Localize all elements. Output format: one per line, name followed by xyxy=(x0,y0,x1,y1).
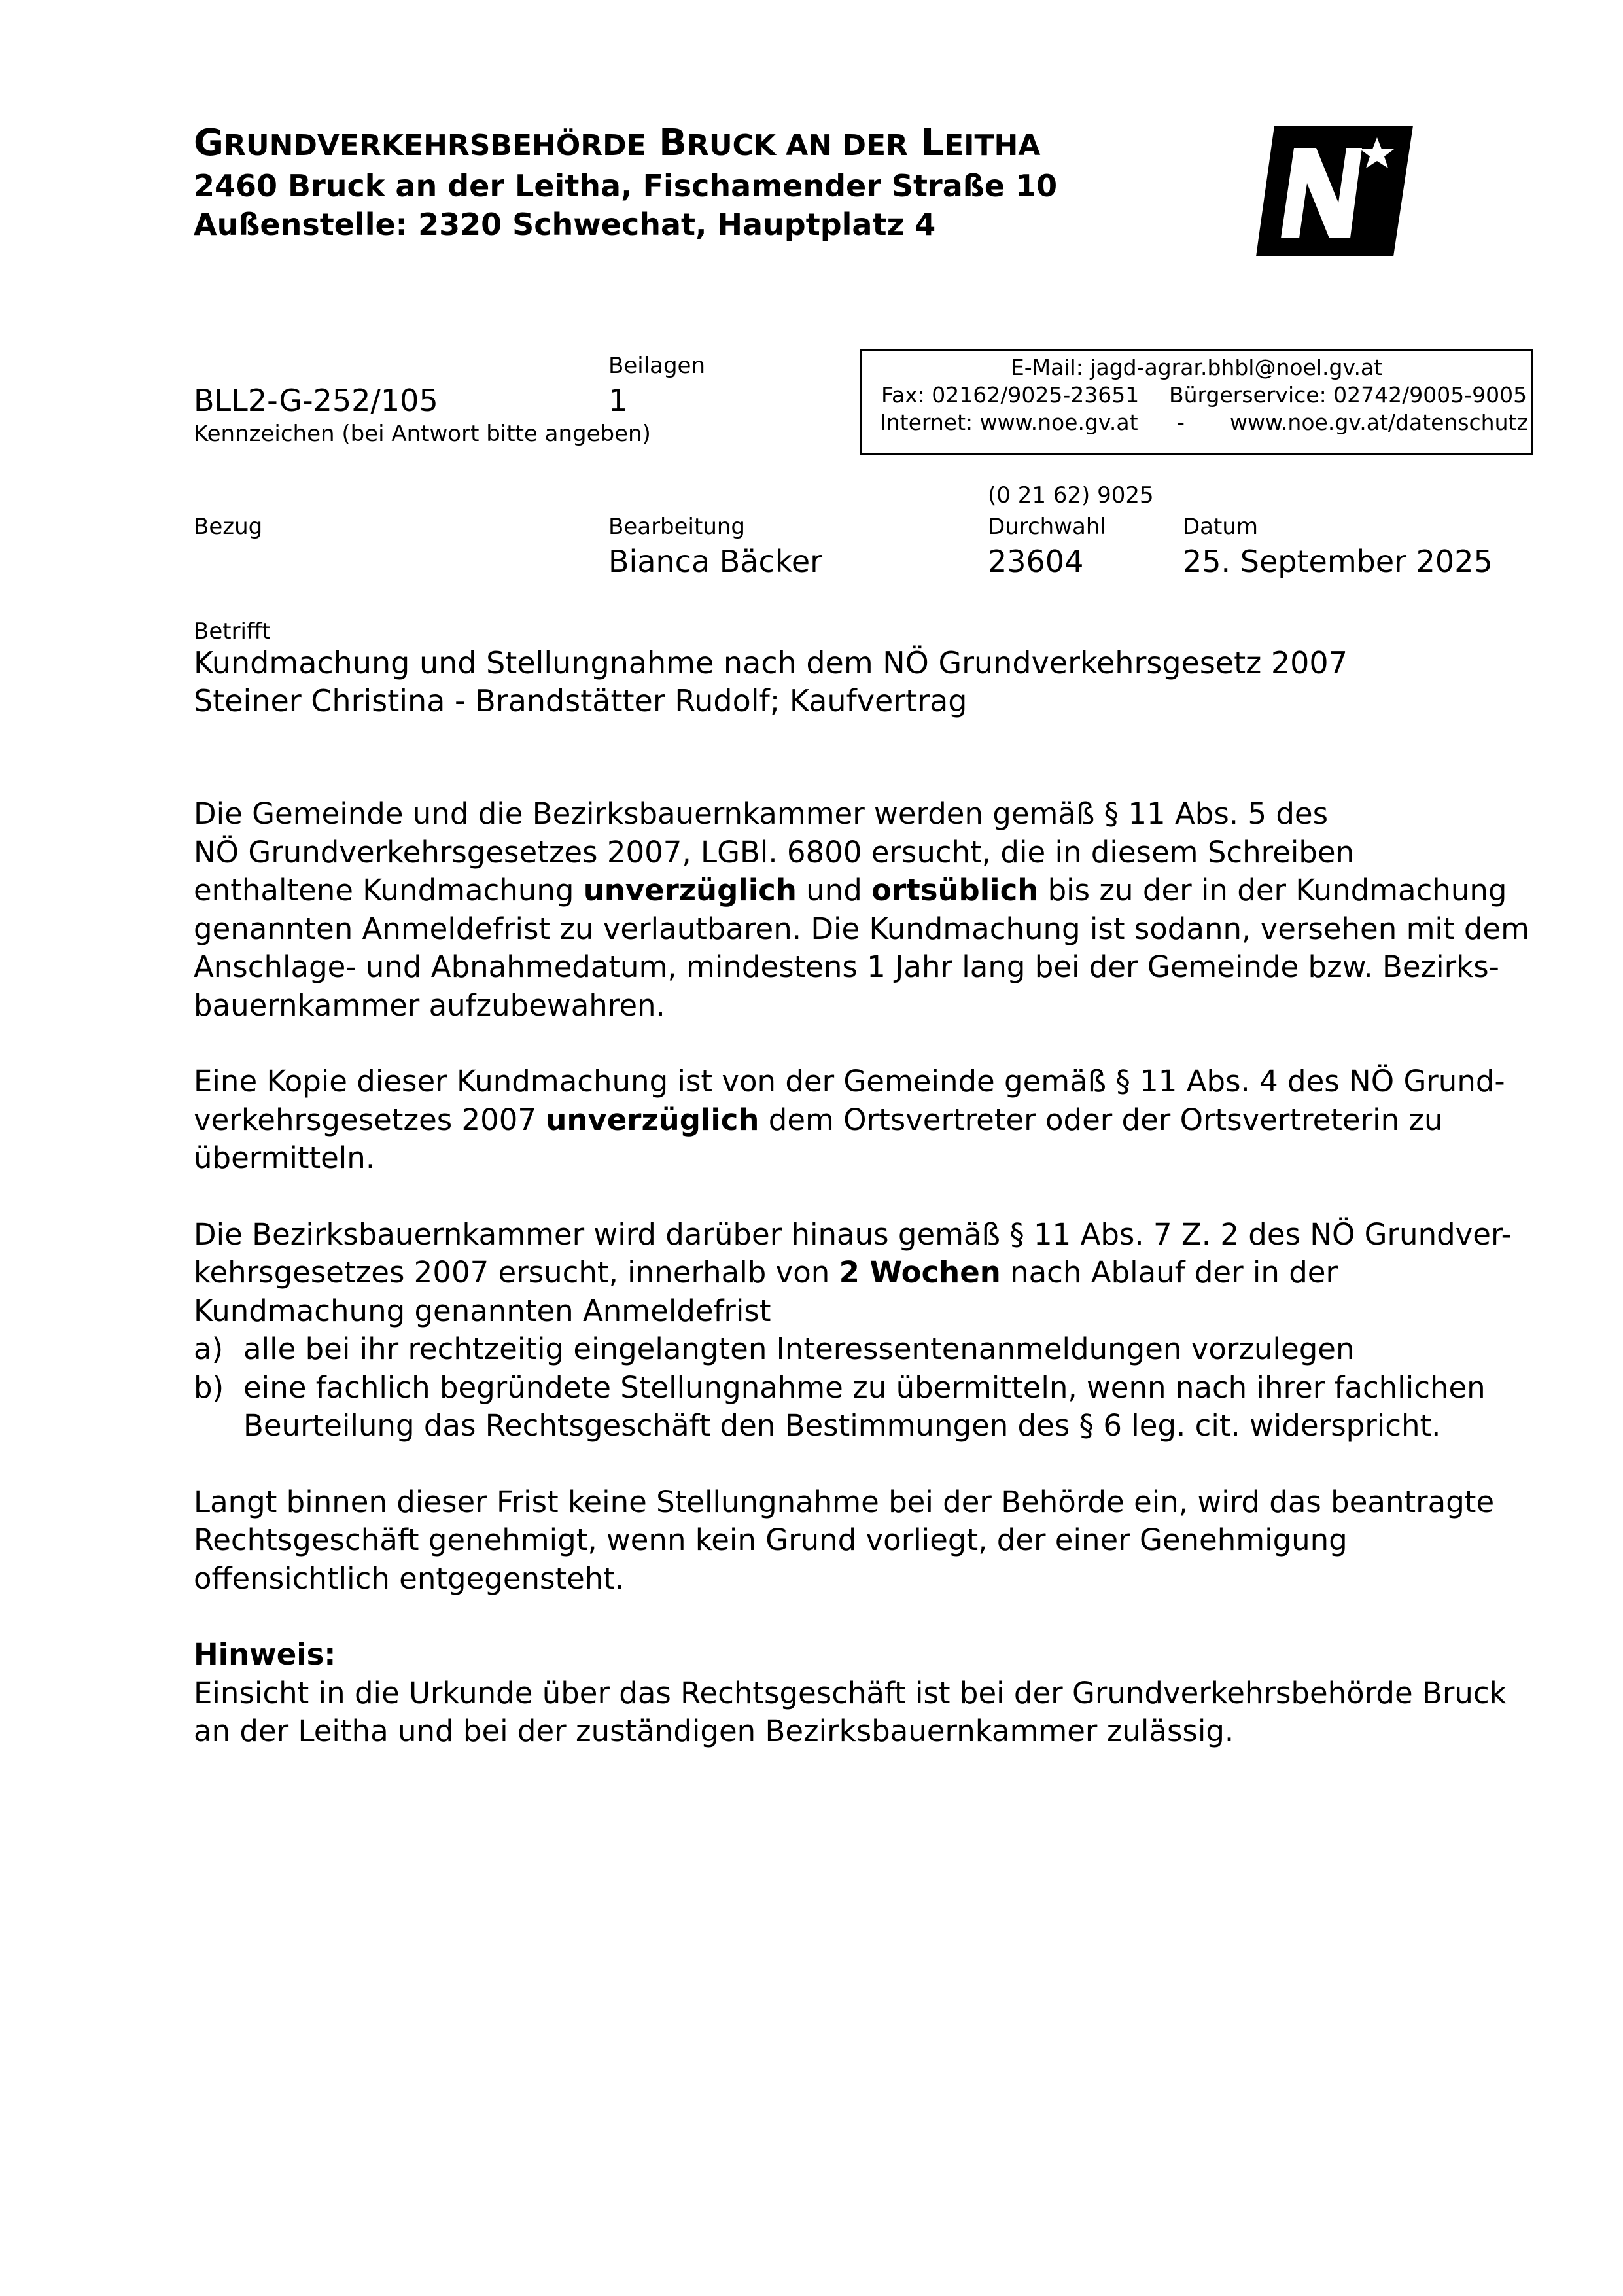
subject xyxy=(194,644,1348,720)
text-line: kehrsgesetzes 2007 ersucht, innerhalb von 2 Wochen nach Ablauf der in der xyxy=(194,1255,1338,1290)
request-list xyxy=(194,1330,1541,1445)
letter-body xyxy=(194,795,1541,1789)
text-line: bauernkammer aufzubewahren. xyxy=(194,987,665,1023)
list-item: b) eine fachlich begründete Stellungnahme zu übermitteln, wenn nach ihrer fachlichen Beurteilung das Rechtsgeschäft den Bestimmungen des § 6 leg. cit. widerspricht. xyxy=(194,1369,1486,1443)
paragraph-4 xyxy=(194,1483,1541,1598)
branch-address: Außenstelle: 2320 Schwechat, Hauptplatz 4 xyxy=(194,207,936,242)
text-line: Die Bezirksbauernkammer wird darüber hinaus gemäß § 11 Abs. 7 Z. 2 des NÖ Grundver- xyxy=(194,1216,1512,1252)
bezug-label: Bezug xyxy=(194,514,263,540)
text-line: übermitteln. xyxy=(194,1140,375,1175)
paragraph-1 xyxy=(194,795,1541,1025)
reference-code-label: Kennzeichen (bei Antwort bitte angeben) xyxy=(194,421,651,447)
reference-code: BLL2-G-252/105 xyxy=(194,383,438,418)
text-line: offensichtlich entgegensteht. xyxy=(194,1561,625,1596)
durchwahl-label: Durchwahl xyxy=(988,514,1106,540)
datum-value: 25. September 2025 xyxy=(1183,544,1493,579)
text-line: an der Leitha und bei der zuständigen Bezirksbauernkammer zulässig. xyxy=(194,1714,1234,1748)
contact-citizen-service: Bürgerservice: 02742/9005-9005 xyxy=(1169,382,1527,408)
datum-label: Datum xyxy=(1183,514,1259,540)
text-line: genannten Anmeldefrist zu verlautbaren. Die Kundmachung ist sodann, versehen mit dem xyxy=(194,911,1529,946)
text-line: Eine Kopie dieser Kundmachung ist von der Gemeinde gemäß § 11 Abs. 4 des NÖ Grund- xyxy=(194,1064,1505,1099)
text-line: Rechtsgeschäft genehmigt, wenn kein Grund vorliegt, der einer Genehmigung xyxy=(194,1523,1348,1557)
text-line: Langt binnen dieser Frist keine Stellungnahme bei der Behörde ein, wird das beantragte xyxy=(194,1484,1495,1519)
subject-line: Steiner Christina - Brandstätter Rudolf; Kaufvertrag xyxy=(194,683,968,718)
subject-line: Kundmachung und Stellungnahme nach dem NÖ Grundverkehrsgesetz 2007 xyxy=(194,645,1348,680)
text-line: Die Gemeinde und die Bezirksbauernkammer werden gemäß § 11 Abs. 5 des xyxy=(194,796,1329,831)
contact-dash: - xyxy=(1177,410,1185,435)
contact-email: E-Mail: jagd-agrar.bhbl@noel.gv.at xyxy=(1010,355,1383,380)
paragraph-2 xyxy=(194,1063,1541,1178)
text-line: Einsicht in die Urkunde über das Rechtsgeschäft ist bei der Grundverkehrsbehörde Bruck xyxy=(194,1675,1507,1710)
bearbeitung-label: Bearbeitung xyxy=(608,514,746,540)
contact-box xyxy=(860,349,1533,455)
durchwahl-value: 23604 xyxy=(988,544,1084,579)
text-line: enthaltene Kundmachung unverzüglich und ortsüblich bis zu der in der Kundmachung xyxy=(194,873,1507,908)
subject-label: Betrifft xyxy=(194,618,271,645)
contact-internet: Internet: www.noe.gv.at xyxy=(880,410,1138,435)
hint-heading: Hinweis: xyxy=(194,1637,336,1672)
paragraph-3 xyxy=(194,1216,1541,1445)
list-item: a) alle bei ihr rechtzeitig eingelangten Interessentenanmeldungen vorzulegen xyxy=(194,1332,1355,1366)
text-line: Kundmachung genannten Anmeldefrist xyxy=(194,1293,771,1328)
authority-name: GRUNDVERKEHRSBEHÖRDE BRUCK AN DER LEITHA xyxy=(194,122,1041,164)
contact-privacy: www.noe.gv.at/datenschutz xyxy=(1230,410,1528,435)
text-line: Anschlage- und Abnahmedatum, mindestens 1 Jahr lang bei der Gemeinde bzw. Bezirks- xyxy=(194,949,1499,984)
hint-section xyxy=(194,1636,1541,1751)
phone-prefix: (0 21 62) 9025 xyxy=(988,482,1154,508)
text-line: verkehrsgesetzes 2007 unverzüglich dem Ortsvertreter oder der Ortsvertreterin zu xyxy=(194,1102,1443,1137)
authority-address: 2460 Bruck an der Leitha, Fischamender Straße 10 xyxy=(194,168,1058,203)
contact-fax: Fax: 02162/9025-23651 xyxy=(881,382,1140,408)
attachments-value: 1 xyxy=(608,383,628,418)
noe-logo-icon xyxy=(1256,126,1413,256)
attachments-label: Beilagen xyxy=(608,353,706,379)
text-line: NÖ Grundverkehrsgesetzes 2007, LGBl. 6800 ersucht, die in diesem Schreiben xyxy=(194,834,1355,870)
bearbeitung-value: Bianca Bäcker xyxy=(608,544,823,579)
